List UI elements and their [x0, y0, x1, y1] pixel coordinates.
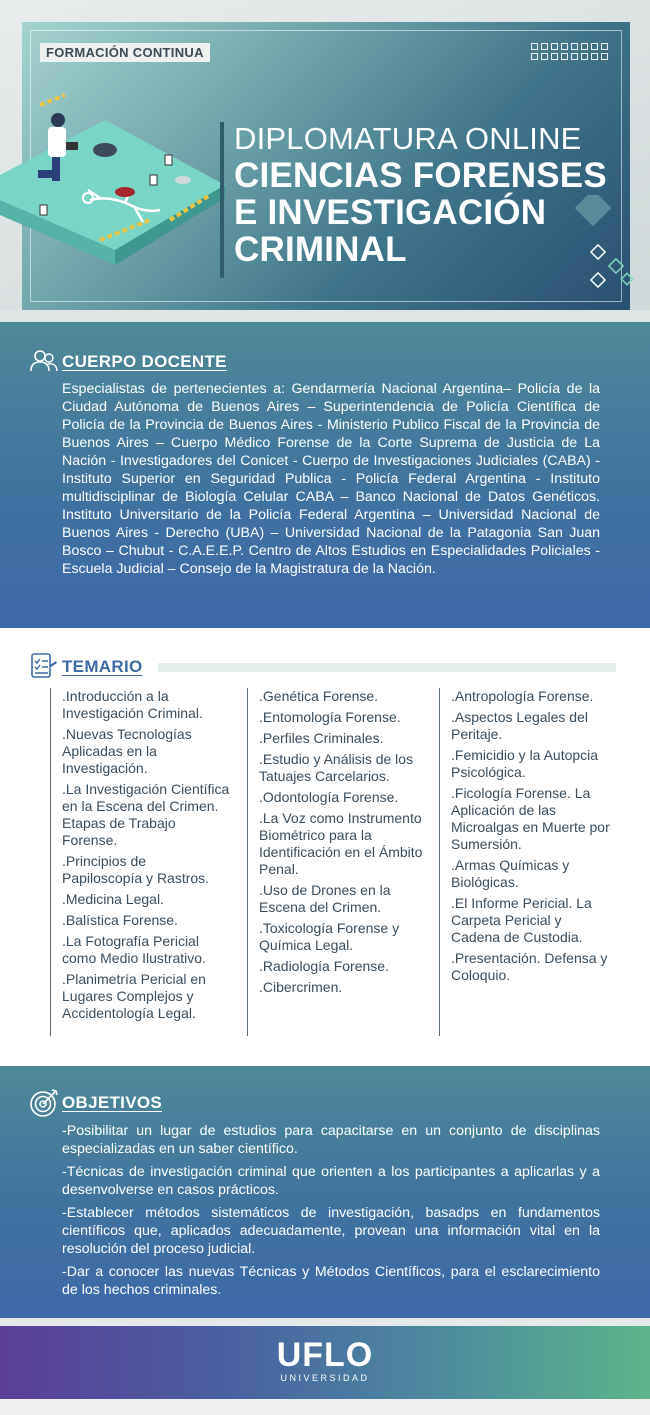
temario-item: .Uso de Drones en la Escena del Crimen.: [259, 882, 391, 915]
header-divider: [0, 310, 650, 322]
objetivos-heading: OBJETIVOS: [62, 1093, 163, 1112]
temario-item: .Introducción a la Investigación Criminal.: [62, 688, 203, 721]
temario-item: .Principios de Papiloscopía y Rastros.: [62, 853, 210, 886]
crime-scene-illustration: [0, 80, 230, 280]
header-banner: [0, 0, 650, 322]
formacion-badge: FORMACIÓN CONTINUA: [40, 43, 210, 62]
temario-column-3: [439, 688, 614, 1036]
objetivo-item: -Posibilitar un lugar de estudios para capacitarse en un conjunto de disciplinas especializadas en un saber científico.: [62, 1123, 600, 1157]
temario-item: .Ficología Forense. La Aplicación de las Microalgas en Muerte por Sumersión.: [451, 785, 610, 852]
temario-item: .Perfiles Criminales.: [259, 730, 384, 746]
objetivo-item: -Dar a conocer las nuevas Técnicas y Métodos Científicos, para el esclarecimiento de los hechos criminales.: [62, 1264, 600, 1298]
objetivo-item: -Técnicas de investigación criminal que orienten a los participantes a aplicarlas y a desenvolverse en casos prácticos.: [62, 1164, 600, 1198]
objetivo-item: -Establecer métodos sistemáticos de investigación, basadps en fundamentos científicos que, aplicados adecuadamente, provean una información vital en la resolución del proceso judicial.: [62, 1205, 600, 1257]
temario-item: .Balística Forense.: [62, 912, 178, 928]
temario-column-1: [50, 688, 230, 1036]
temario-item: .Genética Forense.: [259, 688, 379, 704]
logo-wordmark: UFLO: [276, 1336, 374, 1374]
temario-item: .Medicina Legal.: [62, 891, 164, 907]
temario-item: .Radiología Forense.: [259, 958, 389, 974]
temario-item: .La Fotografía Pericial como Medio Ilustrativo.: [62, 933, 206, 966]
objetivos-list: [62, 1122, 600, 1304]
target-icon: [30, 1088, 60, 1118]
temario-item: .Aspectos Legales del Peritaje.: [451, 709, 588, 742]
decorative-dots-icon: [531, 43, 609, 61]
logo-subtitle: UNIVERSIDAD: [280, 1373, 370, 1383]
objetivos-section: [0, 1066, 650, 1318]
page-title: [234, 157, 614, 268]
temario-item: .Femicidio y la Autopcia Psicológica.: [451, 747, 599, 780]
docentes-section: [0, 322, 650, 628]
temario-divider: [158, 663, 616, 672]
document-checklist-icon: [30, 653, 58, 679]
footer-banner: [0, 1326, 650, 1399]
people-icon: [30, 348, 58, 374]
temario-item: .Presentación. Defensa y Coloquio.: [451, 950, 608, 983]
temario-item: .Toxicología Forense y Química Legal.: [259, 920, 400, 953]
docentes-text: Especialistas de pertenecientes a: Gendarmería Nacional Argentina– Policía de la Ciudad Autónoma de Buenos Aires – Superintendencia de Policía Científica de Policía de la Provincia de Buenos Aires - Ministerio Publico Fiscal de la Provincia de Buenos Aires – Cuerpo Médico Forense de la Corte Suprema de Justicia de La Nación - Investigadores del Conicet - Cuerpo de Investigaciones Judiciales (CABA) - Instituto Superior en Seguridad Publica - Policía Federal Argentina - Instituto multidisciplinar de Biología Celular CABA – Banco Nacional de Datos Genéticos. Instituto Universitario de la Policía Federal Argentina – Universidad Nacional de Buenos Aires - Derecho (UBA) – Universidad Nacional de la Patagonia San Juan Bosco – Chubut - C.A.E.E.P. Centro de Altos Estudios en Especialidades Policiales - Escuela Judicial – Consejo de la Magistratura de la Nación.: [62, 381, 600, 577]
temario-item: .Antropología Forense.: [451, 688, 594, 704]
temario-item: .Cibercrimen.: [259, 979, 343, 995]
temario-item: .Nuevas Tecnologías Aplicadas en la Investigación.: [62, 726, 192, 776]
title-line: E INVESTIGACIÓN: [234, 193, 547, 232]
temario-item: .La Voz como Instrumento Biométrico para la Identificación en el Ámbito Penal.: [259, 810, 423, 877]
temario-item: .El Informe Pericial. La Carpeta Pericial y Cadena de Custodia.: [451, 895, 592, 945]
title-accent-bar: [220, 122, 224, 278]
temario-heading: TEMARIO: [62, 657, 143, 676]
temario-section: [0, 628, 650, 1066]
footer-divider: [0, 1318, 650, 1326]
title-diplomatura: DIPLOMATURA ONLINE: [234, 121, 582, 156]
title-line: CRIMINAL: [234, 230, 407, 269]
temario-item: .Entomología Forense.: [259, 709, 401, 725]
temario-item: .Odontología Forense.: [259, 789, 399, 805]
docentes-heading: CUERPO DOCENTE: [62, 352, 227, 371]
temario-item: .La Investigación Científica en la Escena del Crimen. Etapas de Trabajo Forense.: [62, 781, 230, 848]
temario-item: .Estudio y Análisis de los Tatuajes Carcelarios.: [259, 751, 414, 784]
temario-column-2: [247, 688, 427, 1036]
temario-item: .Armas Químicas y Biológicas.: [451, 857, 570, 890]
uflo-logo: [0, 1338, 650, 1384]
decorative-diamonds-icon: [575, 195, 635, 295]
temario-item: .Planimetría Pericial en Lugares Complejos y Accidentología Legal.: [62, 971, 206, 1021]
title-line: CIENCIAS FORENSES: [234, 156, 607, 195]
page-bottom-strip: [0, 1399, 650, 1415]
